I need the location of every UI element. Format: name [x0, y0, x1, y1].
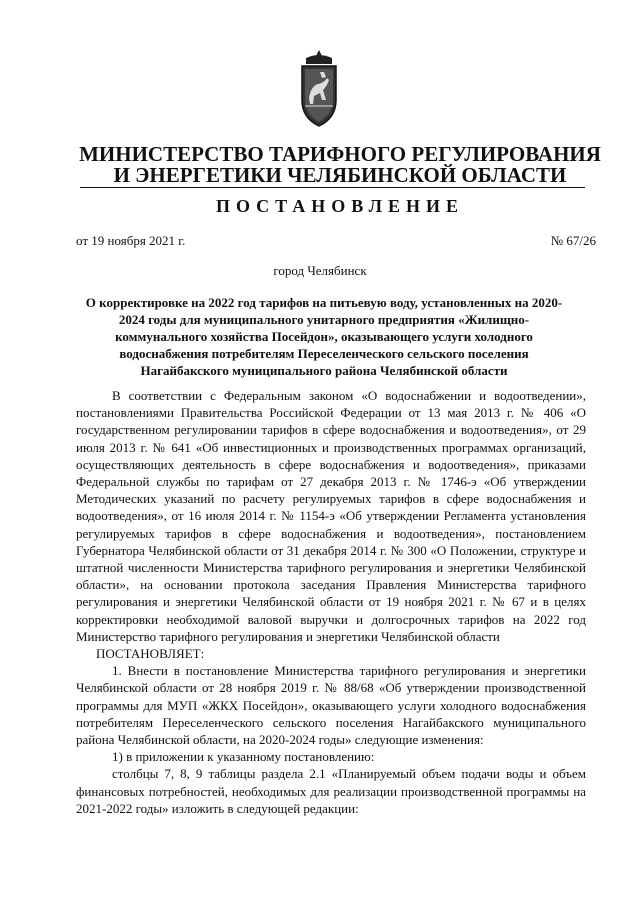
item-1-paragraph: 1. Внести в постановление Министерства тарифного регулирования и энергетики Челябинской области от 28 ноября 2019 г. № 88/68 «Об утверждении производственной программы для МУП «ЖКХ Посейдон», оказывающего услуги холодного водоснабжения потребителям Переселенческого сельского поселения Нагайбакского муниципального района Челябинской области, на 2020-2024 годы» следующие изменения: [76, 663, 586, 748]
document-number: № 67/26 [550, 233, 596, 248]
item-1-1-paragraph: 1) в приложении к указанному постановлению: [112, 749, 375, 765]
decree-word: ПОСТАНОВЛЯЕТ: [96, 646, 205, 662]
preamble-paragraph: В соответствии с Федеральным законом «О водоснабжении и водоотведении», постановлениями Правительства Российской Федерации от 13 мая 2013 г. № 406 «О государственном регулировании тарифов в сфере водоснабжения и водоотведения», от 29 июля 2013 г. № 641 «Об инвестиционных и производственных программах организаций, осуществляющих деятельность в сфере водоснабжения и водоотведения», приказами Федеральной службы по тарифам от 27 декабря 2013 г. № 1746-э «Об утверждении Методических указаний по расчету регулируемых тарифов в сфере водоснабжения и водоотведения», от 16 июля 2014 г. № 1154-э «Об утверждении Регламента установления регулируемых тарифов в сфере водоснабжения и водоотведения», постановлением Губернатора Челябинской области от 31 декабря 2014 г. № 300 «О Положении, структуре и штатной численности Министерства тарифного регулирования и энергетики Челябинской области», на основании протокола заседания Правления Министерства тарифного регулирования и энергетики Челябинской области от 19 ноября 2021 г. № 67 и в целях корректировки необходимой валовой выручки и долгосрочных тарифов на 2022 год Министерство тарифного регулирования и энергетики Челябинской области [76, 388, 586, 644]
item-1-1-text-paragraph: столбцы 7, 8, 9 таблицы раздела 2.1 «Планируемый объем подачи воды и объем финансовых потребностей, необходимых для реализации производственной программы на 2021-2022 годы» изложить в следующей редакции: [76, 766, 586, 816]
ministry-name-line2: И ЭНЕРГЕТИКИ ЧЕЛЯБИНСКОЙ ОБЛАСТИ [113, 163, 567, 187]
coat-of-arms-emblem [296, 48, 342, 128]
document-city: город Челябинск [273, 263, 367, 278]
header-divider [80, 187, 585, 188]
document-type: ПОСТАНОВЛЕНИЕ [215, 196, 465, 216]
ministry-name-line1: МИНИСТЕРСТВО ТАРИФНОГО РЕГУЛИРОВАНИЯ [79, 142, 601, 166]
document-date: от 19 ноября 2021 г. [76, 233, 186, 248]
document-body [76, 387, 586, 817]
document-title: О корректировке на 2022 год тарифов на питьевую воду, установленных на 2020-2024 годы для муниципального унитарного предприятия «Жилищно-коммунального хозяйства Посейдон», оказывающего услуги холодного водоснабжения потребителям Переселенческого сельского поселения Нагайбакского муниципального района Челябинской области [85, 295, 563, 378]
